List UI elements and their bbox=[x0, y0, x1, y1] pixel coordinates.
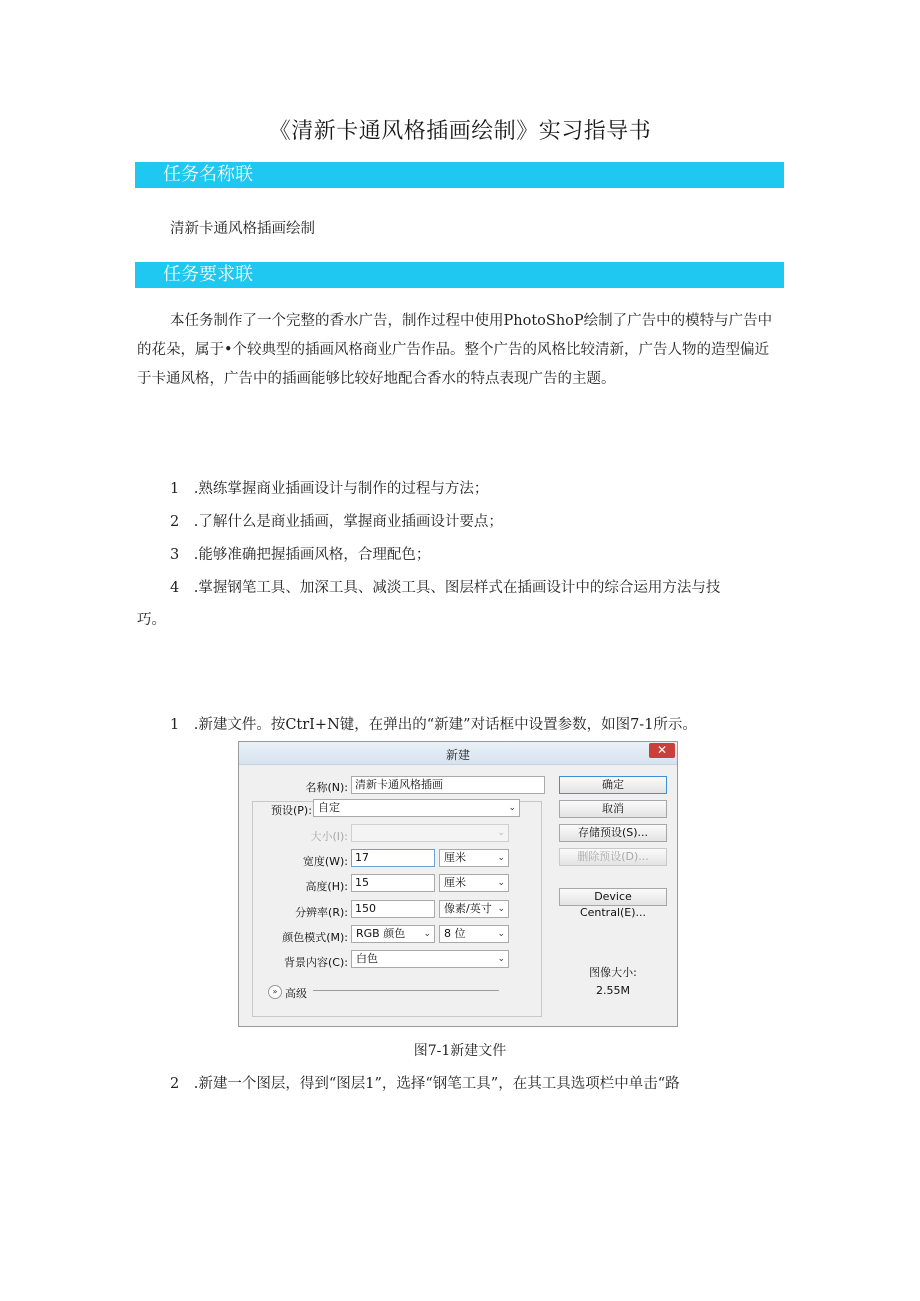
objective-item-1: 1 .熟练掌握商业插画设计与制作的过程与方法； bbox=[170, 481, 489, 497]
height-label: 高度(H): bbox=[305, 880, 348, 893]
close-icon[interactable]: ✕ bbox=[649, 743, 675, 758]
color-mode-select[interactable] bbox=[351, 925, 435, 943]
advanced-divider bbox=[313, 990, 499, 991]
size-label: 大小(I): bbox=[310, 830, 348, 843]
image-size-label: 图像大小: bbox=[589, 966, 637, 979]
preset-value: 自定 bbox=[318, 801, 340, 814]
objective-item-4: 4 .掌握钢笔工具、加深工具、减淡工具、图层样式在插画设计中的综合运用方法与技 bbox=[170, 580, 721, 596]
chevron-down-icon: ⌄ bbox=[497, 828, 505, 838]
width-unit-value: 厘米 bbox=[444, 851, 466, 864]
name-input[interactable]: 清新卡通风格插画 bbox=[351, 776, 545, 794]
section-heading-task-name: 任务名称联 bbox=[135, 162, 784, 188]
step-1-text: 1 .新建文件。按CtrI+N键，在弹出的“新建”对话框中设置参数，如图7-1所示。 bbox=[170, 717, 697, 733]
chevron-down-icon: ⌄ bbox=[497, 904, 505, 914]
background-contents-value: 白色 bbox=[356, 952, 378, 965]
background-contents-select[interactable] bbox=[351, 950, 509, 968]
image-size-value: 2.55M bbox=[596, 984, 630, 997]
size-select[interactable] bbox=[351, 824, 509, 842]
figure-caption: 图7-1新建文件 bbox=[413, 1043, 507, 1059]
expand-advanced-icon[interactable]: » bbox=[268, 985, 282, 999]
dialog-title: 新建 bbox=[445, 748, 470, 762]
cancel-button[interactable]: 取消 bbox=[559, 800, 667, 818]
color-mode-value: RGB 颜色 bbox=[356, 927, 406, 940]
objective-item-2: 2 .了解什么是商业插画，掌握商业插画设计要点； bbox=[170, 514, 503, 530]
device-central-button[interactable]: Device Central(E)... bbox=[559, 888, 667, 906]
height-unit-value: 厘米 bbox=[444, 876, 466, 889]
height-input[interactable]: 15 bbox=[351, 874, 435, 892]
step-2-text: 2 .新建一个图层，得到“图层1”，选择“钢笔工具”，在其工具选项栏中单击“路 bbox=[170, 1076, 680, 1092]
objective-item-4-continued: 巧。 bbox=[137, 612, 166, 628]
dialog-titlebar bbox=[239, 742, 677, 765]
chevron-down-icon: ⌄ bbox=[423, 929, 431, 939]
preset-select[interactable] bbox=[313, 799, 520, 817]
bit-depth-value: 8 位 bbox=[444, 927, 466, 940]
name-label: 名称(N): bbox=[305, 781, 348, 794]
preset-label: 预设(P): bbox=[271, 804, 312, 817]
chevron-down-icon: ⌄ bbox=[497, 853, 505, 863]
task-description-paragraph: 本任务制作了一个完整的香水广告，制作过程中使用PhotoShoP绘制了广告中的模特与广告中的花朵，属于•个较典型的插画风格商业广告作品。整个广告的风格比较清新，广告人物的造型偏近于卡通风格，广告中的插画能够比较好地配合香水的特点表现广告的主题。 bbox=[137, 313, 773, 387]
chevron-down-icon: ⌄ bbox=[508, 803, 516, 813]
resolution-label: 分辨率(R): bbox=[295, 906, 348, 919]
document-title: 《清新卡通风格插画绘制》实习指导书 bbox=[268, 119, 652, 144]
chevron-down-icon: ⌄ bbox=[497, 954, 505, 964]
width-label: 宽度(W): bbox=[302, 855, 348, 868]
new-file-dialog bbox=[238, 741, 678, 1027]
task-name-text: 清新卡通风格插画绘制 bbox=[170, 221, 315, 237]
bit-depth-select[interactable] bbox=[439, 925, 509, 943]
chevron-down-icon: ⌄ bbox=[497, 878, 505, 888]
ok-button[interactable]: 确定 bbox=[559, 776, 667, 794]
advanced-label[interactable]: 高级 bbox=[285, 987, 307, 1000]
save-preset-button[interactable]: 存储预设(S)... bbox=[559, 824, 667, 842]
color-mode-label: 颜色模式(M): bbox=[282, 931, 348, 944]
resolution-unit-select[interactable] bbox=[439, 900, 509, 918]
width-unit-select[interactable] bbox=[439, 849, 509, 867]
resolution-input[interactable]: 150 bbox=[351, 900, 435, 918]
background-contents-label: 背景内容(C): bbox=[284, 956, 348, 969]
objective-item-3: 3 .能够准确把握插画风格，合理配色； bbox=[170, 547, 431, 563]
height-unit-select[interactable] bbox=[439, 874, 509, 892]
delete-preset-button[interactable]: 删除预设(D)... bbox=[559, 848, 667, 866]
width-input[interactable]: 17 bbox=[351, 849, 435, 867]
section-heading-task-requirements: 任务要求联 bbox=[135, 262, 784, 288]
chevron-down-icon: ⌄ bbox=[497, 929, 505, 939]
resolution-unit-value: 像素/英寸 bbox=[444, 902, 492, 915]
